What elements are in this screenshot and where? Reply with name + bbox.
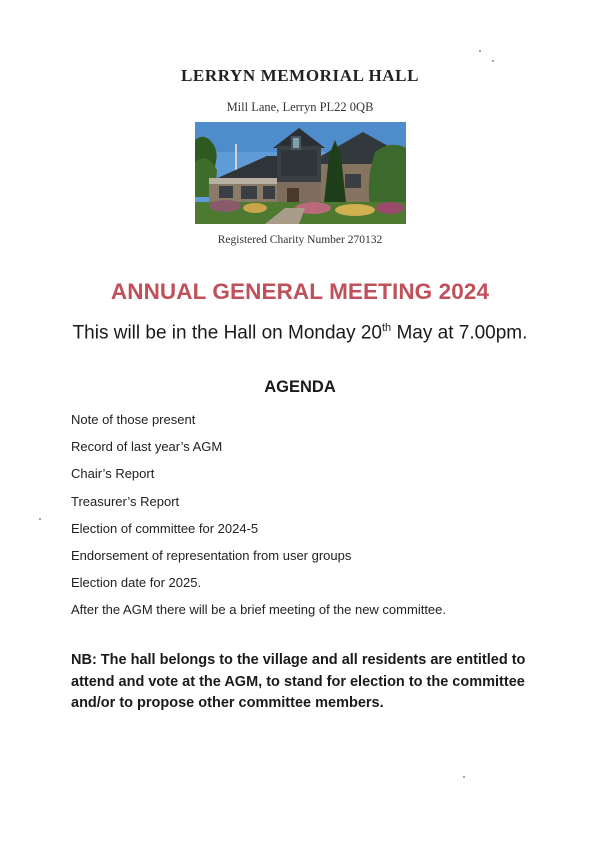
agenda-item: Chair’s Report [71, 466, 155, 482]
agenda-item: Note of those present [71, 412, 196, 427]
agenda-item: Record of last year’s AGM [71, 439, 223, 455]
meeting-line-start: This will be in the Hall on Monday 20 [72, 322, 382, 344]
meeting-title: ANNUAL GENERAL MEETING 2024 [110, 279, 490, 304]
agenda-list [71, 411, 446, 629]
scan-speck [39, 518, 41, 520]
agenda-item: After the AGM there will be a brief meeting of the new committee. [71, 602, 447, 618]
agenda-heading: AGENDA [264, 378, 336, 396]
scan-speck [463, 776, 465, 778]
nb-note: NB: The hall belongs to the village and all residents are entitled to attend and vote at the AGM, to stand for election to the committee and/or to propose other committee members. [71, 652, 526, 711]
agenda-item: Election date for 2025. [71, 575, 202, 591]
hall-address: Mill Lane, Lerryn PL22 0QB [226, 100, 374, 114]
agenda-item: Treasurer’s Report [71, 493, 180, 509]
agenda-item: Election of committee for 2024-5 [71, 520, 259, 536]
scan-speck [479, 50, 481, 52]
charity-number: Registered Charity Number 270132 [217, 234, 383, 246]
meeting-date-line [0, 322, 600, 344]
ordinal-suffix: th [382, 322, 392, 334]
scan-speck [492, 60, 494, 62]
meeting-line-end: May at 7.00pm. [391, 322, 528, 344]
hall-building-photo [195, 122, 406, 224]
agenda-item: Endorsement of representation from user groups [71, 547, 352, 563]
hall-name: LERRYN MEMORIAL HALL [180, 66, 420, 85]
